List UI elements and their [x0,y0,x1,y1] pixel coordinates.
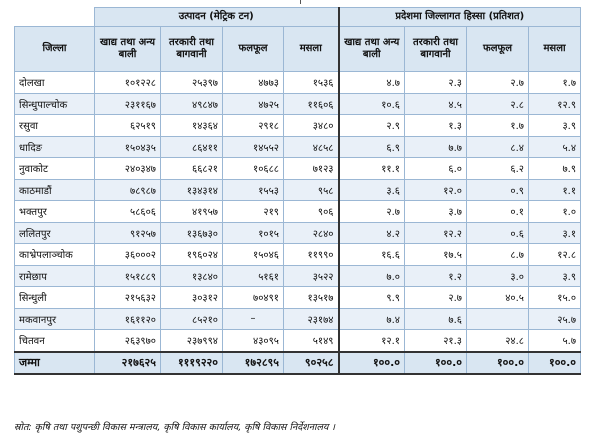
table-row [15,72,581,94]
share-cell: २.३ [405,72,467,94]
value-cell: २३७९९४ [161,330,223,352]
value-cell: ७०४९१ [223,287,284,309]
value-cell: २३११६७ [95,93,161,115]
share-cell: २.७ [467,72,529,94]
share-cell: १२.८ [529,244,581,266]
value-cell: ११९९० [284,244,339,266]
table-row [15,244,581,266]
value-cell: ५१४९ [284,330,339,352]
total-value-cell: १११९२२० [161,352,223,375]
share-cell: ६.२ [467,158,529,180]
value-cell: १३४३१४ [161,179,223,201]
group-header-production: उत्पादन (मेट्रिक टन) [95,8,339,27]
share-cell: ७.९ [529,158,581,180]
value-cell: ५१६१ [223,265,284,287]
value-cell: २९१८ [223,115,284,137]
share-cell: ३.९ [529,265,581,287]
value-cell: ११६०६ [284,93,339,115]
column-header-vegetables: तरकारी तथा बागवानी [161,27,223,72]
table-row [15,158,581,180]
column-header-fruits: फलफूल [223,27,284,72]
share-cell: ११.१ [339,158,405,180]
column-header-share-food-crops: खाद्य तथा अन्य बाली [339,27,405,72]
total-label: जम्मा [15,352,95,375]
value-cell: ४७२५ [223,93,284,115]
value-cell: – [223,308,284,330]
value-cell: १३६७३० [161,222,223,244]
table-row [15,136,581,158]
value-cell: १६११२० [95,308,161,330]
share-cell: २.७ [405,287,467,309]
share-cell: १७.५ [405,244,467,266]
share-cell: २.७ [339,201,405,223]
value-cell: १४३६४ [161,115,223,137]
share-cell: ८.७ [467,244,529,266]
table-row [15,93,581,115]
value-cell: ४८५८ [284,136,339,158]
share-cell: ७.४ [339,308,405,330]
share-cell: ६.९ [339,136,405,158]
column-header-share-vegetables: तरकारी तथा बागवानी [405,27,467,72]
share-cell: ७.० [339,265,405,287]
share-cell: ४.७ [339,72,405,94]
column-header-share-fruits: फलफूल [467,27,529,72]
value-cell: ४१९५७ [161,201,223,223]
share-cell: १.३ [405,115,467,137]
share-cell: ०.६ [467,222,529,244]
value-cell: २१९ [223,201,284,223]
share-cell: १.० [529,201,581,223]
total-row [15,352,581,375]
source-note: स्रोत: कृषि तथा पशुपन्छी विकास मन्त्रालय, कृषि विकास कार्यालय, कृषि विकास निर्देशनालय । [14,422,336,433]
share-cell: ५.७ [529,330,581,352]
total-value-cell: २१७६२५ [95,352,161,375]
value-cell: २४०३४७ [95,158,161,180]
total-share-cell: १००.० [467,352,529,375]
column-header-district: जिल्ला [15,27,95,72]
group-header-share: प्रदेशमा जिल्लागत हिस्सा (प्रतिशत) [339,8,581,27]
share-cell: १.७ [467,115,529,137]
column-header-share-spices: मसला [529,27,581,72]
share-cell: ३.१ [529,222,581,244]
share-cell: १.२ [405,265,467,287]
share-cell [467,308,529,330]
share-cell: १०.६ [339,93,405,115]
value-cell: ४९८४७ [161,93,223,115]
table-body [15,72,581,375]
value-cell: १५५३ [223,179,284,201]
share-cell: ८.४ [467,136,529,158]
total-share-cell: १००.० [529,352,581,375]
share-cell: १२.१ [339,330,405,352]
share-cell: १२.९ [529,93,581,115]
value-cell: १०६८८ [223,158,284,180]
share-cell: ७.७ [405,136,467,158]
district-production-table [14,7,581,375]
share-cell: ०.९ [467,179,529,201]
district-name: सिन्धुपाल्चोक [15,93,95,115]
value-cell: ९१२५७ [95,222,161,244]
share-cell: १२.० [405,179,467,201]
table-row [15,179,581,201]
value-cell: १५०४६ [223,244,284,266]
value-cell: ३५२२ [284,265,339,287]
total-share-cell: १००.० [405,352,467,375]
value-cell: १३८४० [161,265,223,287]
value-cell: १९६०२४ [161,244,223,266]
district-name: ललितपुर [15,222,95,244]
district-name: काभ्रेपलाञ्चोक [15,244,95,266]
value-cell: १०१५ [223,222,284,244]
district-name: काठमाडौं [15,179,95,201]
share-cell: ४०.५ [467,287,529,309]
share-cell: ९.९ [339,287,405,309]
value-cell: १४५५२ [223,136,284,158]
share-cell: १५.० [529,287,581,309]
value-cell: ७१२३ [284,158,339,180]
table-row [15,222,581,244]
value-cell: ३४८० [284,115,339,137]
district-name: दोलखा [15,72,95,94]
share-cell: ३.७ [405,201,467,223]
district-name: भक्तपुर [15,201,95,223]
value-cell: ७८९८७ [95,179,161,201]
share-cell: १२.२ [405,222,467,244]
column-header-food-crops: खाद्य तथा अन्य बाली [95,27,161,72]
value-cell: ८५२१० [161,308,223,330]
value-cell: २३१७४ [284,308,339,330]
district-name: धादिङ [15,136,95,158]
share-cell: ४.५ [405,93,467,115]
total-value-cell: ९०२५८ [284,352,339,375]
share-cell: १.७ [529,72,581,94]
page-mark [300,0,306,4]
share-cell: १.१ [529,179,581,201]
total-share-cell: १००.० [339,352,405,375]
value-cell: ८६४११ [161,136,223,158]
table-row [15,330,581,352]
share-cell: ३.६ [339,179,405,201]
share-cell: ७.६ [405,308,467,330]
value-cell: २८४० [284,222,339,244]
value-cell: ५८६०६ [95,201,161,223]
share-cell: ६.० [405,158,467,180]
value-cell: १५३६ [284,72,339,94]
district-name: नुवाकोट [15,158,95,180]
table-row [15,287,581,309]
district-name: रामेछाप [15,265,95,287]
share-cell: २५.७ [529,308,581,330]
table-row [15,265,581,287]
value-cell: १३५१७ [284,287,339,309]
corner-cell [15,8,95,27]
share-cell: २.९ [339,115,405,137]
value-cell: २५३९७ [161,72,223,94]
value-cell: २६३९७० [95,330,161,352]
share-cell: ४.२ [339,222,405,244]
share-cell: २४.८ [467,330,529,352]
district-name: मकवानपुर [15,308,95,330]
value-cell: ३६०००२ [95,244,161,266]
share-cell: ५.४ [529,136,581,158]
value-cell: ४३०९५ [223,330,284,352]
value-cell: १०१२२८ [95,72,161,94]
value-cell: ६२५१९ [95,115,161,137]
share-cell: १६.६ [339,244,405,266]
value-cell: २१५६३२ [95,287,161,309]
table-row [15,201,581,223]
value-cell: ४७७३ [223,72,284,94]
share-cell: ३.० [467,265,529,287]
share-cell: २.८ [467,93,529,115]
value-cell: १५०४३५ [95,136,161,158]
district-name: सिन्धुली [15,287,95,309]
share-cell: २१.३ [405,330,467,352]
total-value-cell: १७२८९५ [223,352,284,375]
value-cell: ९५८ [284,179,339,201]
district-name: चितवन [15,330,95,352]
share-cell: ३.९ [529,115,581,137]
share-cell: ०.१ [467,201,529,223]
value-cell: ९०६ [284,201,339,223]
column-header-spices: मसला [284,27,339,72]
value-cell: ६६८२१ [161,158,223,180]
district-name: रसुवा [15,115,95,137]
value-cell: १५१८८९ [95,265,161,287]
table-row [15,115,581,137]
table-row [15,308,581,330]
value-cell: ३०३१२ [161,287,223,309]
